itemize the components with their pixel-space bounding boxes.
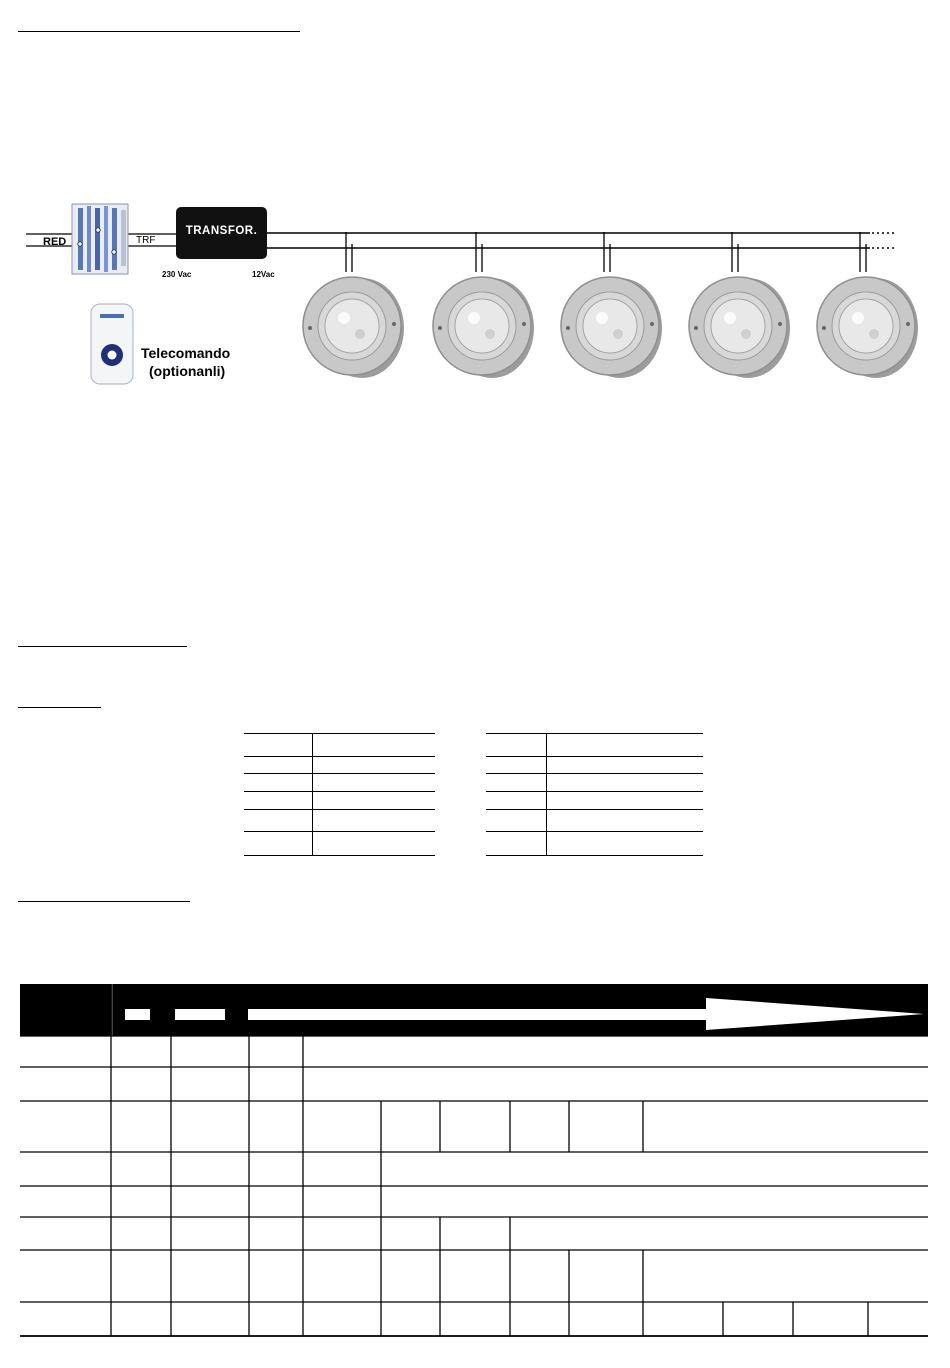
- pool-lamp-image: [300, 232, 410, 395]
- remote-label-line1: Telecomando: [141, 345, 231, 361]
- small-table-right: [486, 733, 703, 857]
- pool-lamp-image: [686, 232, 796, 395]
- heading-underline-3: [18, 707, 101, 708]
- pool-lamp-image: [558, 232, 668, 395]
- main-table: [20, 984, 928, 1338]
- transformer-label: TRANSFOR.: [185, 225, 258, 237]
- heading-underline-4: [18, 901, 190, 902]
- input-voltage-label: 230 Vac: [162, 270, 192, 279]
- heading-underline-2: [18, 646, 187, 647]
- pool-lamp-image: [430, 232, 540, 395]
- small-table-left: [244, 733, 435, 857]
- main-table-grid: [20, 984, 928, 1338]
- red-label: RED: [43, 236, 67, 248]
- output-voltage-label: 12Vac: [252, 270, 275, 279]
- trf-label: TRF: [136, 235, 156, 246]
- remote-label-line2: (optionanli): [149, 363, 226, 379]
- pool-lamp-image: [814, 232, 924, 395]
- lamp-row: [0, 0, 950, 400]
